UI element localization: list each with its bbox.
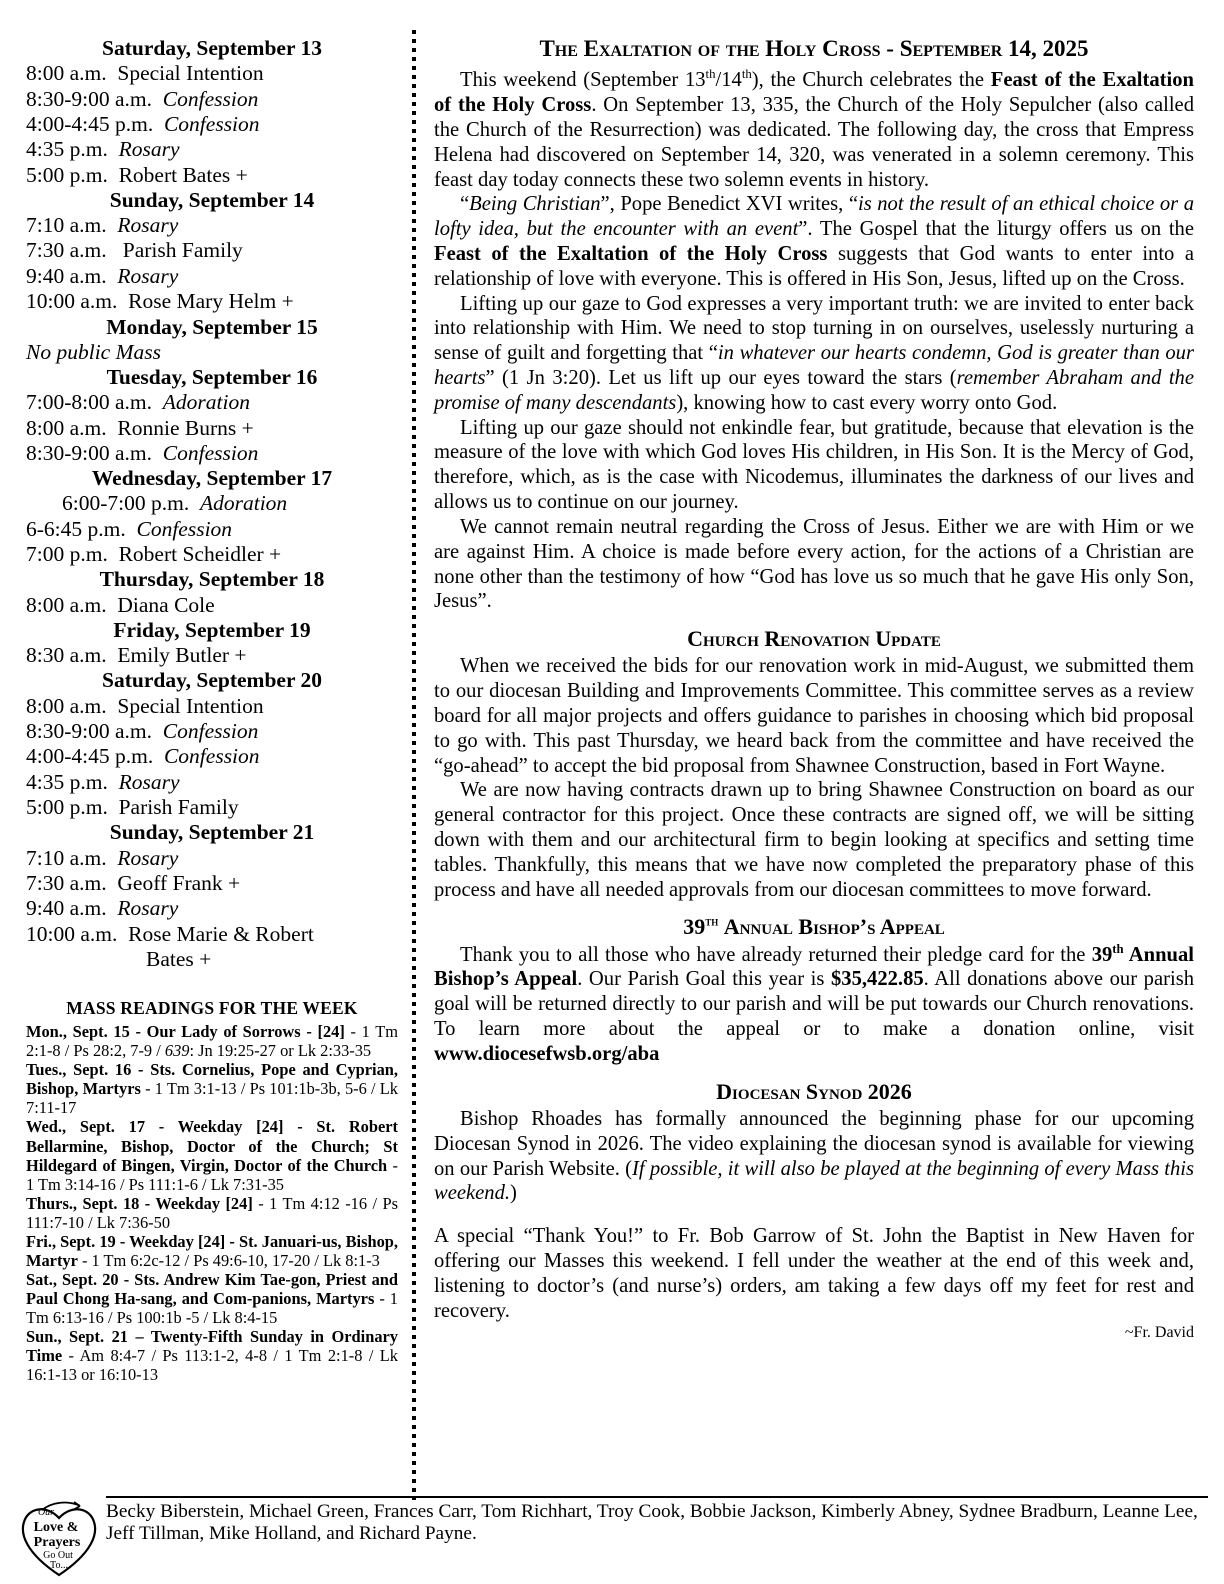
schedule-line: [26, 744, 398, 769]
schedule-time: 7:30 a.m.: [26, 870, 118, 895]
schedule-line: [26, 770, 398, 795]
synod-text-b: ): [510, 1182, 517, 1205]
schedule-line-continuation: Bates +: [146, 946, 212, 971]
renovation-paragraph-1: When we received the bids for our renovation work in mid-August, we submitted them to our diocesan Building and Improvements Committee. This committee serves as a review board for all major projects and offers guidance to parishes in choosing which bid proposal to go with. This past Thursday, we heard back from the committee and have received the “go-ahead” to accept the bid proposal from Shawnee Construction, based in Fort Wayne.: [434, 655, 1194, 777]
appeal-goal-amount: $35,422.85: [830, 968, 924, 991]
reading-citations: - 1 Tm 6:13-16 / Ps 100:1b -5 / Lk 8:4-15: [26, 1288, 398, 1327]
synod-aside: If possible, it will also be played at the beginning of every Mass this weekend.: [434, 1157, 1194, 1205]
reading-entry: [26, 1232, 398, 1270]
mass-schedule-column: [26, 36, 398, 1384]
logo-line-2: Love &: [33, 1520, 79, 1535]
schedule-line: [26, 795, 398, 820]
mass-readings-title: MASS READINGS FOR THE WEEK: [66, 998, 358, 1019]
schedule-line: [26, 593, 398, 618]
schedule-intention: Rosary: [118, 137, 180, 162]
schedule-intention: Rosary: [118, 769, 180, 794]
schedule-time: 4:35 p.m.: [26, 137, 119, 162]
schedule-intention: Parish Family: [117, 238, 243, 263]
schedule-day-heading: Wednesday, September 17: [91, 466, 333, 491]
appeal-heading: [434, 915, 1194, 939]
reading-day-title: Sat., Sept. 20 - Sts. Andrew Kim Tae-gon, Priest and Paul Chong Ha-sang, and Com-panions, Martyrs: [26, 1269, 398, 1308]
schedule-line: [26, 112, 398, 137]
p1-feast-name: Feast of the Exaltation of the Holy Cross: [434, 69, 1194, 117]
appeal-bold-ordinal: th: [1112, 941, 1124, 956]
schedule-line: [26, 922, 398, 947]
prayer-names-text: Becky Biberstein, Michael Green, Frances Carr, Tom Richhart, Troy Cook, Bobbie Jackson, Kimberly Abney, Sydnee Bradburn, Leanne Lee, Jeff Tillman, Mike Holland, and Richard Payne.: [106, 1501, 1198, 1544]
schedule-intention: Emily Butler +: [117, 643, 247, 668]
schedule-intention: Geoff Frank +: [117, 870, 241, 895]
schedule-line: [26, 517, 398, 542]
page-title: The Exaltation of the Holy Cross - September 14, 2025: [539, 36, 1089, 61]
reading-citations: - 1 Tm 3:14-16 / Ps 111:1-6 / Lk 7:31-35: [26, 1155, 398, 1194]
p2-quote-body: is not the result of an ethical choice or a lofty idea, but the encounter with an event: [434, 193, 1194, 241]
schedule-intention: Adoration: [162, 390, 250, 415]
schedule-time: 6-6:45 p.m.: [26, 516, 137, 541]
schedule-line: [26, 390, 398, 415]
appeal-bold-number: 39: [1091, 943, 1113, 966]
schedule-time: 7:00 p.m.: [26, 542, 119, 567]
schedule-intention: Special Intention: [117, 61, 264, 86]
schedule-line: [26, 871, 398, 896]
prayer-list-footer: [16, 1496, 1208, 1578]
appeal-bold-title: Annual Bishop’s Appeal: [434, 943, 1195, 991]
schedule-intention: Special Intention: [117, 693, 264, 718]
synod-heading: Diocesan Synod 2026: [716, 1078, 912, 1104]
schedule-intention: Rose Marie & Robert: [128, 921, 314, 946]
reading-entry: [26, 1117, 398, 1193]
schedule-day-heading: Saturday, September 20: [102, 668, 322, 693]
p1-text-d: . On September 13, 335, the Church of the Holy Sepulcher (also called the Church of the Resurrection) was dedicated. The following day, the cross that Empress Helena had discovered on September 14, 320, was venerated in a solemn ceremony. This feast day today connects these two solemn events in history.: [434, 94, 1194, 191]
schedule-line: [26, 87, 398, 112]
column-divider: [412, 30, 416, 1500]
schedule-line: [26, 441, 398, 466]
schedule-intention: No public Mass: [26, 339, 161, 364]
p3-text-a: Lifting up our gaze to God expresses a very important truth: we are invited to enter back into relationship with Him. We need to stop turning in on ourselves, uselessly nurturing a sense of guilt and forgetting that “: [434, 292, 1194, 365]
schedule-day-heading: Thursday, September 18: [99, 567, 325, 592]
p1-ordinal-1: th: [705, 67, 716, 82]
p2-text-d: suggests that God wants to enter into a relationship of love with everyone. This is offered in His Son, Jesus, lifted up on the Cross.: [434, 242, 1194, 290]
schedule-intention: Rosary: [117, 213, 179, 238]
schedule-intention: Robert Scheidler +: [118, 542, 282, 567]
reading-citations: - 1 Tm 4:12 -16 / Ps 111:7-10 / Lk 7:36-50: [26, 1193, 398, 1232]
schedule-day-heading: Tuesday, September 16: [106, 365, 318, 390]
appeal-heading-title: Annual Bishop’s Appeal: [723, 914, 945, 940]
mass-schedule-list: [26, 36, 398, 972]
schedule-day-heading: Saturday, September 13: [102, 36, 322, 60]
schedule-intention: Confession: [162, 86, 259, 111]
schedule-time: 8:30-9:00 a.m.: [26, 440, 163, 465]
reading-day-title: Fri., Sept. 19 - Weekday [24] - St. Januari-us, Bishop, Martyr: [26, 1231, 398, 1270]
reading-citations: - 1 Tm 2:1-8 / Ps 28:2, 7-9 /: [26, 1022, 398, 1061]
schedule-intention: Rosary: [117, 845, 179, 870]
appeal-text-c: . All donations above our parish goal will be returned directly to our parish and will be put towards our Church renovations. To learn more about the appeal or to make a donation online, visit: [434, 968, 1195, 1041]
schedule-line: [26, 896, 398, 921]
schedule-line: [26, 137, 398, 162]
schedule-time: 8:30-9:00 a.m.: [26, 86, 163, 111]
reading-entry: [26, 1327, 398, 1384]
schedule-time: 4:35 p.m.: [26, 769, 119, 794]
appeal-paragraph: [434, 943, 1194, 1067]
schedule-line: [26, 846, 398, 871]
mass-readings-section: [26, 998, 398, 1384]
p2-text-c: ”. The Gospel that the liturgy offers us on the: [798, 218, 1194, 241]
schedule-time: 7:00-8:00 a.m.: [26, 390, 163, 415]
schedule-intention: Confession: [163, 744, 260, 769]
schedule-intention: Confession: [163, 111, 260, 136]
schedule-time: 8:30 a.m.: [26, 643, 118, 668]
reading-day-title: Sun., Sept. 21 – Twenty-Fifth Sunday in Ordinary Time: [26, 1326, 398, 1365]
renovation-paragraph-2: We are now having contracts drawn up to bring Shawnee Construction on board as our general contractor for this project. Once these contracts are signed off, we will be sitting down with them and our architectural firm to begin looking at specifics and setting time tables. Thankfully, this means that we have now completed the preparatory phase of this process and have all needed approvals from our diocesan committees to move forward.: [434, 779, 1194, 901]
reading-citations: - 1 Tm 6:2c-12 / Ps 49:6-10, 17-20 / Lk 8:1-3: [77, 1250, 380, 1270]
schedule-line: [26, 340, 398, 365]
love-and-prayers-heart-icon: [16, 1498, 102, 1578]
renovation-heading: Church Renovation Update: [687, 626, 941, 652]
article-paragraph-5: We cannot remain neutral regarding the Cross of Jesus. Either we are with Him or we are against Him. A choice is made before every action, for the actions of a Christian are none other than the testimony of how “God has love us so much that he gave His only Son, Jesus”.: [434, 515, 1194, 613]
article-column: [434, 36, 1194, 1342]
schedule-line: [26, 163, 398, 188]
reading-entry: [26, 1270, 398, 1327]
schedule-time: 8:00 a.m.: [26, 592, 118, 617]
schedule-day-heading: Sunday, September 21: [109, 820, 315, 845]
appeal-donation-url[interactable]: www.diocesefwsb.org/aba: [434, 1042, 660, 1065]
p3-scripture-quote: in whatever our hearts condemn, God is greater than our hearts: [434, 342, 1194, 390]
schedule-line: [26, 542, 398, 567]
p3-aside: remember Abraham and the promise of many descendants: [434, 367, 1194, 414]
reading-day-title: Mon., Sept. 15 - Our Lady of Sorrows - [24]: [26, 1022, 345, 1042]
schedule-time: 5:00 p.m.: [26, 162, 119, 187]
schedule-time: 5:00 p.m.: [26, 795, 119, 820]
schedule-line: [26, 213, 398, 238]
schedule-line: [26, 289, 398, 314]
reading-citations: - Am 8:4-7 / Ps 113:1-2, 4-8 / 1 Tm 2:1-8 / Lk 16:1-13 or 16:10-13: [26, 1345, 398, 1384]
schedule-time: 7:10 a.m.: [26, 213, 118, 238]
reading-day-title: Wed., Sept. 17 - Weekday [24] - St. Robert Bellarmine, Bishop, Doctor of the Church; St Hildegard of Bingen, Virgin, Doctor of the Church: [26, 1117, 398, 1175]
article-paragraph-3: [434, 292, 1194, 416]
logo-line-5: To...: [50, 1560, 68, 1571]
schedule-time: 7:30 a.m.: [26, 238, 118, 263]
schedule-intention: Diana Cole: [117, 592, 215, 617]
schedule-time: 8:00 a.m.: [26, 415, 118, 440]
closing-signature: ~Fr. David: [1124, 1324, 1194, 1342]
schedule-intention: Parish Family: [118, 795, 239, 820]
schedule-intention: Rosary: [117, 263, 179, 288]
p2-text-b: ”, Pope Benedict XVI writes, “: [600, 193, 858, 216]
schedule-line: [26, 694, 398, 719]
p3-text-c: ), knowing how to cast every worry onto God.: [676, 391, 1058, 414]
synod-paragraph: [434, 1107, 1194, 1206]
mass-readings-list: [26, 1022, 398, 1384]
schedule-line: [26, 416, 398, 441]
p2-feast-name: Feast of the Exaltation of the Holy Cross: [434, 242, 828, 265]
schedule-time: 4:00-4:45 p.m.: [26, 744, 164, 769]
reading-citations: - 1 Tm 3:1-13 / Ps 101:1b-3b, 5-6 / Lk 7:11-17: [26, 1079, 398, 1118]
article-paragraph-1: [434, 68, 1194, 192]
reading-lectionary-number: 639: [164, 1041, 190, 1061]
schedule-intention: Rosary: [117, 896, 179, 921]
appeal-heading-number: 39: [683, 914, 706, 940]
schedule-line: [26, 719, 398, 744]
schedule-line: [26, 238, 398, 263]
schedule-time: 8:00 a.m.: [26, 61, 118, 86]
appeal-text-b: . Our Parish Goal this year is: [577, 968, 831, 991]
schedule-intention: Ronnie Burns +: [117, 415, 254, 440]
appeal-text-a: Thank you to all those who have already returned their pledge card for the: [460, 943, 1092, 966]
p1-text-c: ), the Church celebrates the: [751, 69, 991, 92]
p3-text-b: ” (1 Jn 3:20). Let us lift up our eyes toward the stars (: [485, 367, 957, 390]
reading-day-title: Thurs., Sept. 18 - Weekday [24]: [26, 1193, 253, 1213]
p2-quote-title: Being Christian: [469, 193, 601, 216]
appeal-heading-ordinal: th: [705, 915, 719, 930]
reading-day-title: Tues., Sept. 16 - Sts. Cornelius, Pope and Cyprian, Bishop, Martyrs: [26, 1060, 398, 1099]
schedule-intention: Adoration: [199, 491, 288, 516]
prayer-names-block: [106, 1496, 1208, 1545]
reading-entry: [26, 1022, 398, 1060]
p2-quote-open: “: [460, 193, 470, 216]
article-paragraph-4: Lifting up our gaze should not enkindle fear, but gratitude, because that elevation is the measure of the love with which God loves His children, in His Son. It is the Mercy of God, therefore, which, as is the case with Nicodemus, illuminates the darkness of our lives and allows us to continue on our journey.: [434, 416, 1194, 514]
schedule-line: [26, 491, 398, 516]
schedule-day-heading: Monday, September 15: [106, 314, 318, 339]
schedule-intention: Rose Mary Helm +: [128, 289, 294, 314]
schedule-time: 8:30-9:00 a.m.: [26, 718, 163, 743]
schedule-day-heading: Sunday, September 14: [109, 187, 315, 212]
schedule-line: [26, 643, 398, 668]
logo-line-1: Our: [37, 1507, 55, 1518]
schedule-intention: Confession: [162, 440, 259, 465]
schedule-time: 8:00 a.m.: [26, 693, 118, 718]
schedule-time: 9:40 a.m.: [26, 263, 118, 288]
logo-line-4: Go Out: [43, 1550, 73, 1561]
synod-text-a: Bishop Rhoades has formally announced the beginning phase for our upcoming Diocesan Synod in 2026. The video explaining the diocesan synod is available for viewing on our Parish Website. (: [434, 1107, 1194, 1180]
p1-text-a: This weekend (September 13: [460, 69, 706, 92]
article-paragraph-2: [434, 192, 1194, 291]
schedule-time: 9:40 a.m.: [26, 896, 118, 921]
schedule-time: 7:10 a.m.: [26, 845, 118, 870]
schedule-time: 6:00-7:00 p.m.: [62, 491, 200, 516]
schedule-time: 10:00 a.m.: [26, 921, 129, 946]
schedule-time: 10:00 a.m.: [26, 289, 129, 314]
schedule-line: [26, 61, 398, 86]
closing-paragraph: A special “Thank You!” to Fr. Bob Garrow of St. John the Baptist in New Haven for offering our Masses this weekend. I fell under the weather at the end of this week and, listening to doctor’s (and nurse’s) orders, am taking a few days off my feet for rest and recovery.: [434, 1225, 1194, 1322]
schedule-intention: Confession: [162, 718, 259, 743]
reading-entry: [26, 1194, 398, 1232]
p1-ordinal-2: th: [741, 67, 752, 82]
schedule-line: [26, 264, 398, 289]
p1-text-b: /14: [715, 69, 742, 92]
schedule-intention: Confession: [136, 516, 233, 541]
schedule-intention: Robert Bates +: [118, 162, 248, 187]
schedule-time: 4:00-4:45 p.m.: [26, 111, 164, 136]
schedule-day-heading: Friday, September 19: [113, 617, 311, 642]
reading-entry: [26, 1060, 398, 1117]
reading-citations-cont: : Jn 19:25-27 or Lk 2:33-35: [189, 1041, 372, 1061]
logo-line-3: Prayers: [33, 1535, 81, 1550]
